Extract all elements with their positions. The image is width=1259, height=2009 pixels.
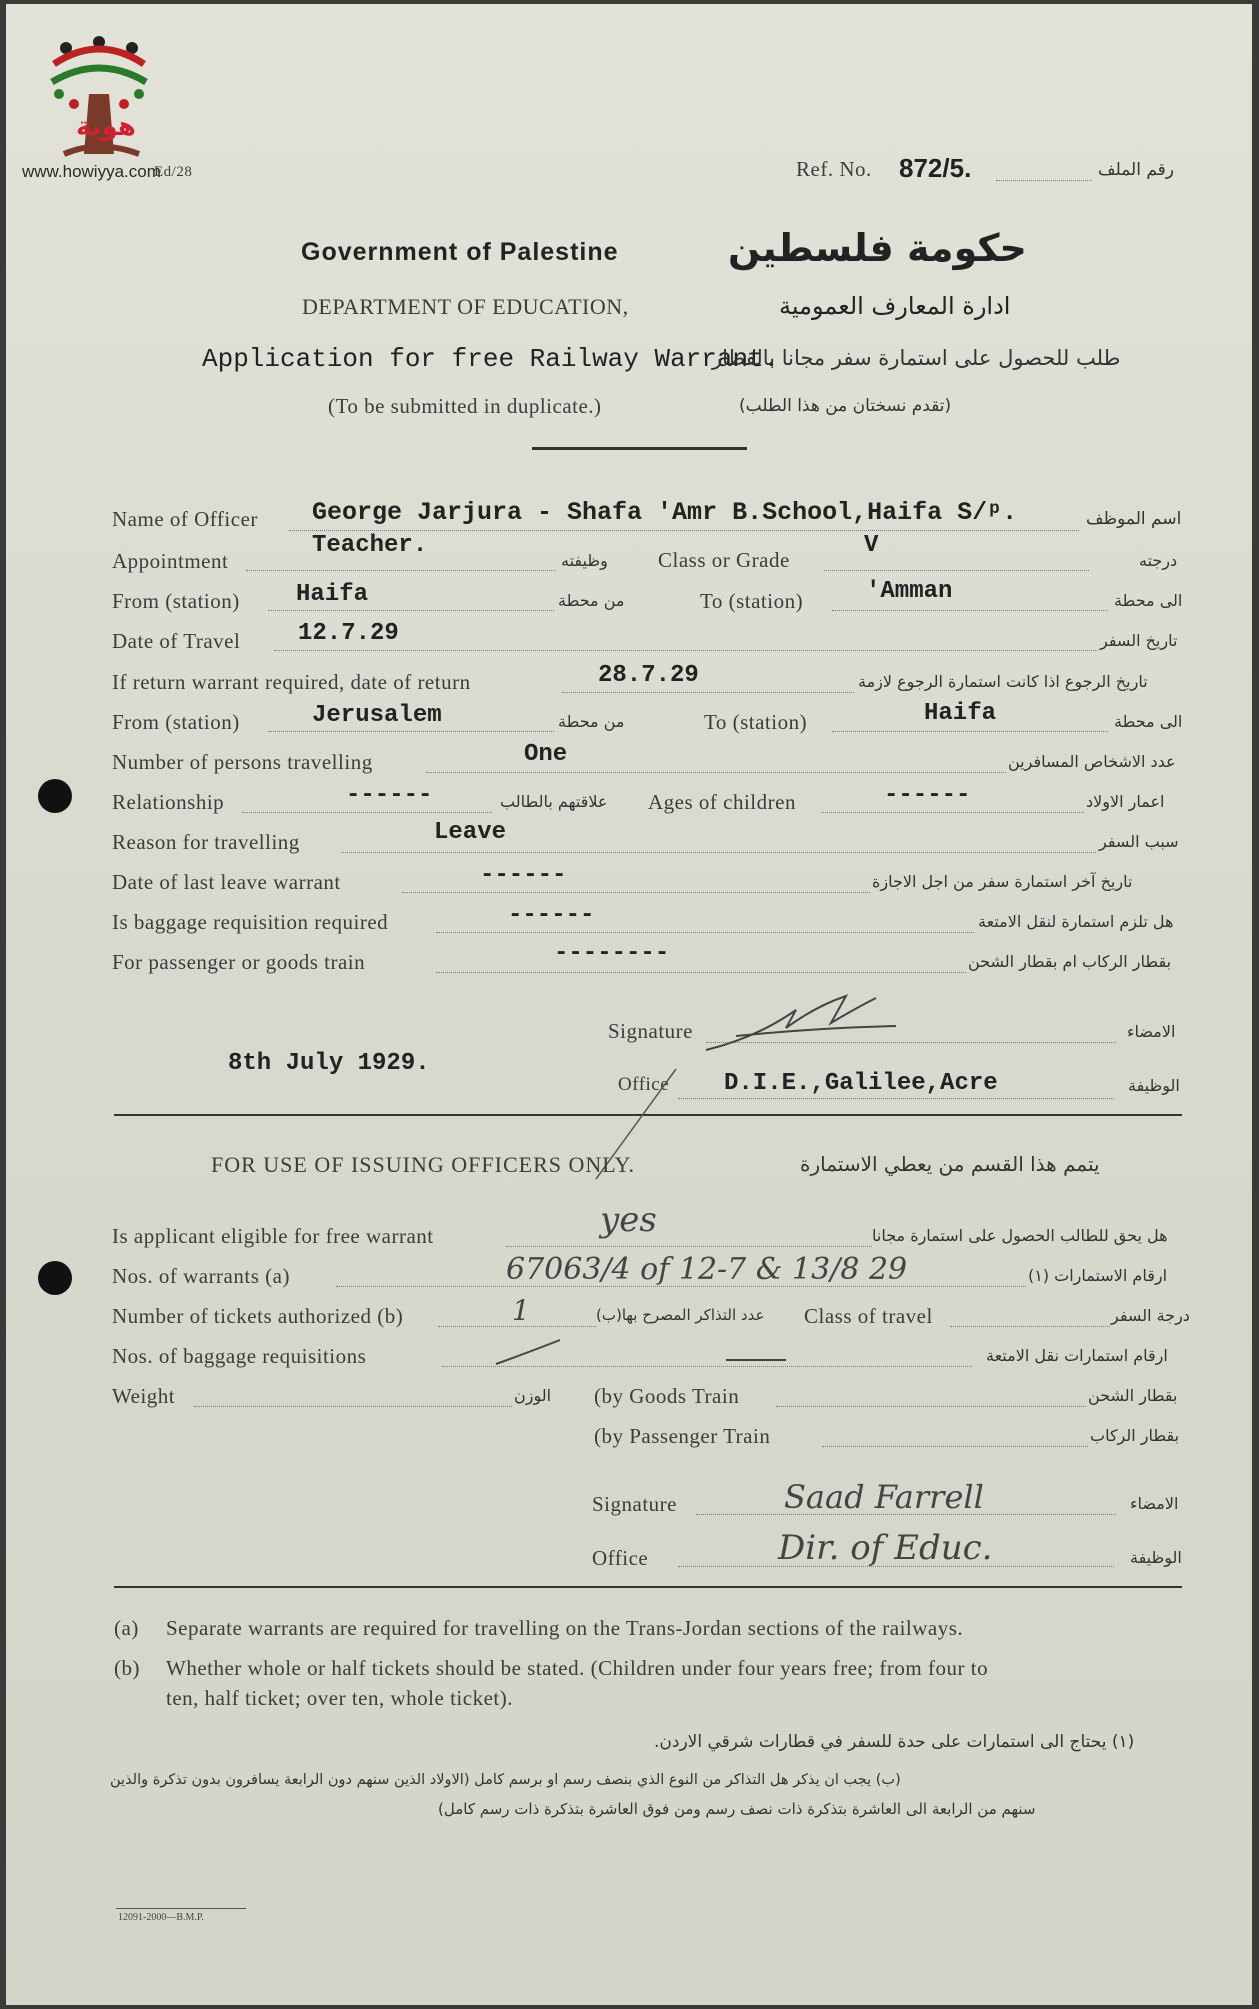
to2-label: To (station) [704,710,808,734]
note-b-marker: (b) [114,1656,140,1680]
from2-label-ar: من محطة [558,712,625,731]
baggage-label: Is baggage requisition required [112,910,389,934]
baggage-req-label-ar: ارقام استمارات نقل الامتعة [986,1346,1168,1365]
from2-label: From (station) [112,710,240,734]
persons-label-ar: عدد الاشخاص المسافرين [1008,752,1176,771]
baggage-label-ar: هل تلزم استمارة لنقل الامتعة [978,912,1174,931]
date-travel-value: 12.7.29 [298,620,399,647]
passenger-label-ar: بقطار الركاب [1090,1426,1180,1445]
note-b-text2: ten, half ticket; over ten, whole ticket). [166,1686,513,1710]
from2-value: Jerusalem [312,702,442,729]
to1-label: To (station) [700,589,804,613]
form-number: Ed/28 [154,164,193,180]
eligible-value: yes [600,1200,657,1240]
appointment-label: Appointment [112,549,229,573]
date-travel-label-ar: تاريخ السفر [1100,631,1178,650]
to1-label-ar: الى محطة [1114,591,1183,610]
issuer-office-label-ar: الوظيفة [1130,1548,1182,1567]
office-value: D.I.E.,Galilee,Acre [724,1070,998,1097]
note-a-text: Separate warrants are required for travelling on the Trans-Jordan sections of the railways. [166,1616,964,1640]
grade-line [824,570,1089,571]
signature-label: Signature [608,1019,693,1043]
train-label-ar: بقطار الركاب ام بقطار الشحن [968,952,1172,971]
reason-value: Leave [434,819,507,846]
from1-line [268,610,554,611]
to1-line [832,610,1108,611]
issuer-office-label: Office [592,1546,649,1570]
ref-line [996,180,1092,181]
form-title-ar: طلب للحصول على استمارة سفر مجانا بالقطار [712,346,1121,370]
reason-label: Reason for travelling [112,830,300,854]
grade-label-ar: درجته [1139,551,1178,570]
date-travel-label: Date of Travel [112,629,241,653]
relationship-label: Relationship [112,790,225,814]
last-leave-label-ar: تاريخ آخر استمارة سفر من اجل الاجازة [872,872,1133,891]
ages-line [821,812,1084,813]
class-travel-label-ar: درجة السفر [1111,1306,1190,1325]
return-label-ar: تاريخ الرجوع اذا كانت استمارة الرجوع لازمة [858,672,1148,691]
relationship-line [242,812,492,813]
last-leave-value: ------ [480,862,567,889]
last-leave-label: Date of last leave warrant [112,870,341,894]
signature-label-ar: الامضاء [1127,1022,1176,1041]
tree-logo-icon [44,34,154,174]
issuer-office-value: Dir. of Educ. [778,1528,993,1568]
reason-label-ar: سبب السفر [1099,832,1179,851]
issuer-signature-label-ar: الامضاء [1130,1494,1179,1513]
to1-value: 'Amman [866,578,953,605]
officer-line [289,530,1079,531]
goods-line [776,1406,1086,1407]
eligible-label-ar: هل يحق للطالب الحصول على استمارة مجانا [872,1226,1168,1245]
eligible-label: Is applicant eligible for free warrant [112,1224,434,1248]
footer-divider [114,1586,1182,1588]
class-travel-label: Class of travel [804,1304,933,1328]
persons-value: One [524,741,568,768]
eligible-line [506,1246,872,1247]
train-label: For passenger or goods train [112,950,366,974]
ref-value: 872/5. [899,153,972,183]
punch-hole-bottom [38,1261,72,1295]
tickets-label-ar: عدد التذاكر المصرح بها(ب) [596,1306,765,1324]
document-page [6,4,1252,2005]
train-value: -------- [554,940,670,967]
passenger-label: (by Passenger Train [594,1424,771,1448]
appointment-line [246,570,556,571]
relationship-label-ar: علاقتهم بالطالب [500,792,608,811]
warrants-value: 67063/4 of 12-7 & 13/8 29 [506,1252,908,1287]
office-label-ar: الوظيفة [1128,1076,1180,1095]
weight-label: Weight [112,1384,176,1408]
return-line [562,692,854,693]
to2-value: Haifa [924,700,997,727]
officer-value: George Jarjura - Shafa 'Amr B.School,Haifa S/ᵖ. [312,498,1018,527]
date-signed: 8th July 1929. [228,1050,430,1077]
dept-ar: ادارة المعارف العمومية [779,292,1011,320]
issuer-signature-value: Saad Farrell [784,1478,984,1516]
warrants-label-ar: ارقام الاستمارات (١) [1028,1266,1168,1285]
issuing-heading-ar: يتمم هذا القسم من يعطي الاستمارة [800,1152,1100,1176]
appointment-label-ar: وظيفته [561,551,608,570]
baggage-req-label: Nos. of baggage requisitions [112,1344,367,1368]
grade-label: Class or Grade [658,548,790,572]
baggage-dash [494,1334,794,1374]
return-value: 28.7.29 [598,662,699,689]
officer-label-ar: اسم الموظف [1086,509,1182,529]
punch-hole-top [38,779,72,813]
howiyya-logo [44,34,154,174]
to2-label-ar: الى محطة [1114,712,1183,731]
warrants-label: Nos. of warrants (a) [112,1264,290,1288]
office-line [678,1098,1114,1099]
note-b-text1: Whether whole or half tickets should be stated. (Children under four years free; from four to [166,1656,989,1680]
office-label: Office [618,1074,670,1095]
ref-label-ar: رقم الملف [1098,160,1175,180]
from2-line [268,731,554,732]
note-ar-2a: (ب) يجب ان يذكر هل التذاكر من النوع الذي بنصف رسم او برسم كامل (الاولاد الذين سنهم دون الرابعة يسافرون بدون تذكرة والذين [110,1772,901,1788]
grade-value: V [864,532,879,559]
note-a-marker: (a) [114,1616,139,1640]
duplicate-ar: (تقدم نسختان من هذا الطلب) [739,396,952,416]
printer-rule [116,1908,246,1909]
persons-label: Number of persons travelling [112,750,373,774]
ages-value: ------ [884,782,971,809]
applicant-signature [696,988,926,1068]
watermark-site[interactable]: www.howiyya.com [22,162,161,181]
duplicate-en: (To be submitted in duplicate.) [328,394,602,418]
class-travel-line [950,1326,1110,1327]
dept-en: DEPARTMENT OF EDUCATION, [302,294,629,319]
ages-label-ar: اعمار الاولاد [1086,792,1165,811]
note-ar-2b: سنهم من الرابعة الى العاشرة بتذكرة ذات نصف رسم ومن فوق العاشرة بتذكرة ذات رسم كامل) [438,1800,1036,1818]
form-title-en: Application for free Railway Warrant. [202,344,780,374]
last-leave-line [402,892,870,893]
ref-label: Ref. No. [796,157,872,181]
note-ar-1: (١) يحتاج الى استمارات على حدة للسفر في قطارات شرقي الاردن. [654,1732,1135,1752]
goods-label-ar: بقطار الشحن [1088,1386,1178,1405]
relationship-value: ------ [346,782,433,809]
printer-mark: 12091-2000—B.M.P. [118,1912,204,1923]
train-line [436,972,966,973]
officer-label: Name of Officer [112,507,258,531]
reason-line [341,852,1096,853]
issuer-signature-label: Signature [592,1492,677,1516]
to2-line [832,731,1108,732]
baggage-value: ------ [508,902,595,929]
gov-title-ar: حكومة فلسطين [728,226,1027,270]
ages-label: Ages of children [648,790,796,814]
issuing-heading: FOR USE OF ISSUING OFFICERS ONLY. [211,1152,636,1177]
tickets-label: Number of tickets authorized (b) [112,1304,404,1328]
weight-line [194,1406,512,1407]
persons-line [426,772,1006,773]
appointment-value: Teacher. [312,532,428,559]
date-travel-line [274,650,1098,651]
from1-value: Haifa [296,581,369,608]
from1-label-ar: من محطة [558,591,625,610]
weight-label-ar: الوزن [514,1386,552,1405]
baggage-line [436,932,974,933]
from1-label: From (station) [112,589,240,613]
tickets-value: 1 [512,1294,530,1327]
gov-title-en: Government of Palestine [301,238,619,266]
goods-label: (by Goods Train [594,1384,740,1408]
return-label: If return warrant required, date of return [112,670,471,694]
passenger-line [822,1446,1088,1447]
header-divider [532,447,747,450]
logo-text: هوية [76,112,136,142]
